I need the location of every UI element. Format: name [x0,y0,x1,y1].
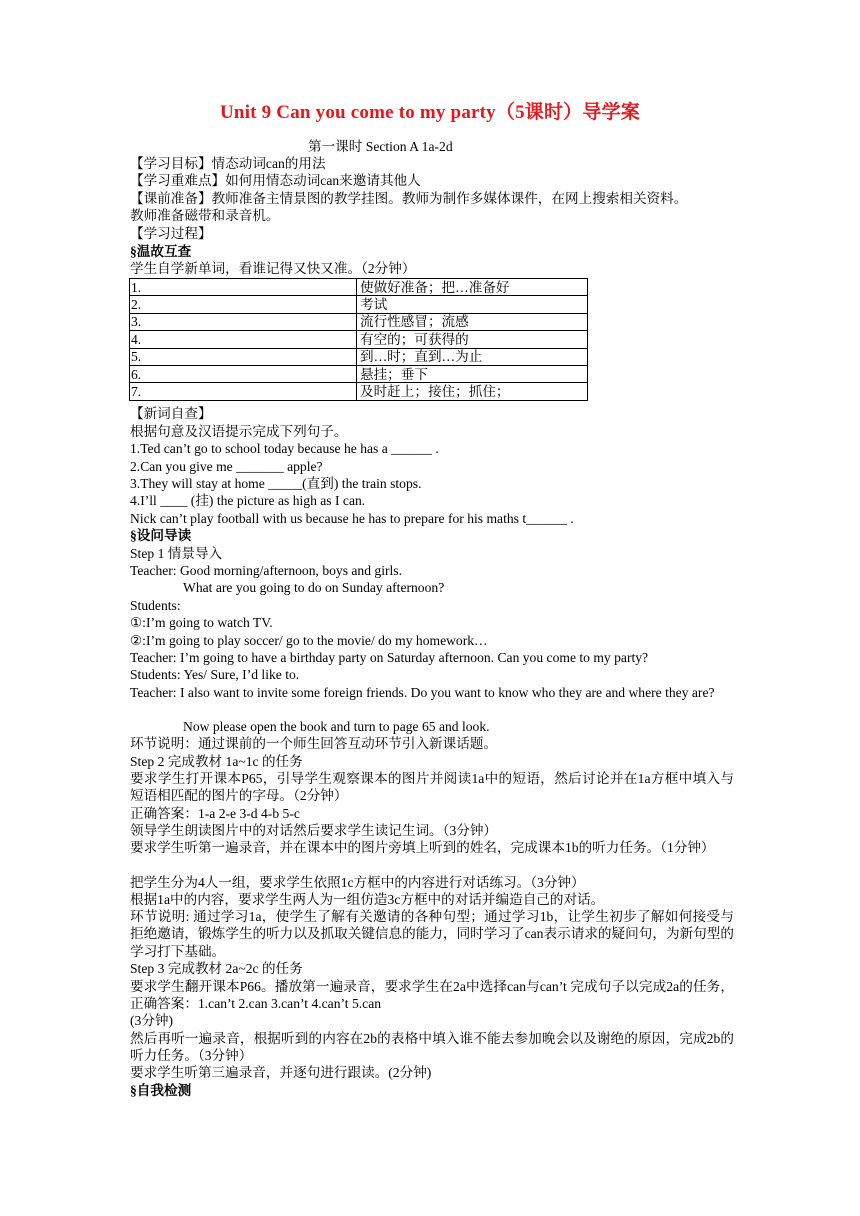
step-3-paragraph: 然后再听一遍录音，根据听到的内容在2b的表格中填入谁不能去参加晚会以及谢绝的原因，完成2b的听力任务。（3分钟） [130,1031,734,1064]
table-row [130,365,588,382]
vocab-meaning: 及时赶上；接住；抓住； [357,383,588,400]
table-row [130,279,588,296]
section-note: 环节说明：通过课前的一个师生回答互动环节引入新课话题。 [130,736,498,751]
dialogue-line: Students: Yes/ Sure, I’d like to. [130,667,300,682]
step-2-paragraph: 根据1a中的内容，要求学生两人为一组仿造3c方框中的对话并编造自己的对话。 [130,892,605,907]
dialogue-line: Now please open the book and turn to page 65 and look. [183,719,490,734]
exercise-sentence: 4.I’ll ____ (挂) the picture as high as I can. [130,493,366,508]
step-2-paragraph: 要求学生打开课本P65，引导学生观察课本的图片并阅读1a中的短语，然后讨论并在1a方框中填入与短语相匹配的图片的字母。（2分钟） [130,771,734,804]
vocab-meaning: 流行性感冒；流感 [357,313,588,330]
vocab-number: 7. [130,383,357,400]
table-row [130,296,588,313]
lesson-subtitle: 第一课时 Section A 1a-2d [308,139,453,154]
vocab-meaning: 悬挂；垂下 [357,365,588,382]
step-1-title: Step 1 情景导入 [130,546,223,561]
step-3-paragraph: 要求学生听第三遍录音，并逐句进行跟读。(2分钟) [130,1065,432,1080]
vocab-meaning: 有空的；可获得的 [357,331,588,348]
new-words-instruction: 根据句意及汉语提示完成下列句子。 [130,424,348,439]
table-row [130,313,588,330]
review-heading: §温故互查 [130,244,192,259]
vocab-number: 4. [130,331,357,348]
vocab-table [129,278,588,401]
vocab-meaning: 使做好准备；把…准备好 [357,279,588,296]
exercise-sentence: 3.They will stay at home _____(直到) the train stops. [130,476,422,491]
exercise-sentence: Nick can’t play football with us because he has to prepare for his maths t______ . [130,511,574,526]
dialogue-line: Students: [130,598,181,613]
exercise-sentence: 2.Can you give me _______ apple? [130,459,323,474]
guide-heading: §设问导读 [130,528,192,543]
dialogue-line: ①:I’m going to watch TV. [130,615,273,630]
dialogue-line: Teacher: Good morning/afternoon, boys and girls. [130,563,402,578]
answer-line: 正确答案：1-a 2-e 3-d 4-b 5-c [130,806,300,821]
step-3-title: Step 3 完成教材 2a~2c 的任务 [130,961,303,976]
exercise-sentence: 1.Ted can’t go to school today because he has a ______ . [130,441,439,456]
dialogue-line: What are you going to do on Sunday afternoon? [183,580,445,595]
learning-process: 【学习过程】 [130,226,212,241]
preparation-line-2: 教师准备磁带和录音机。 [130,208,280,223]
vocab-number: 1. [130,279,357,296]
self-check-heading: §自我检测 [130,1083,192,1098]
step-2-title: Step 2 完成教材 1a~1c 的任务 [130,754,303,769]
vocab-number: 6. [130,365,357,382]
document-title: Unit 9 Can you come to my party（5课时）导学案 [220,102,640,123]
vocab-number: 3. [130,313,357,330]
dialogue-line: ②:I’m going to play soccer/ go to the movie/ do my homework… [130,633,488,648]
table-row [130,348,588,365]
dialogue-line: Teacher: I’m going to have a birthday party on Saturday afternoon. Can you come to my party? [130,650,649,665]
new-words-heading: 【新词自查】 [130,406,212,421]
vocab-meaning: 到…时；直到…为止 [357,348,588,365]
vocab-number: 5. [130,348,357,365]
table-row [130,383,588,400]
vocab-meaning: 考试 [357,296,588,313]
vocab-number: 2. [130,296,357,313]
learning-goal: 【学习目标】情态动词can的用法 [130,156,326,171]
step-2-paragraph: 领导学生朗读图片中的对话然后要求学生读记生词。（3分钟） [130,823,498,838]
step-3-paragraph: (3分钟) [130,1013,174,1028]
section-note: 环节说明: 通过学习1a，使学生了解有关邀请的各种句型；通过学习1b，让学生初步了解如何接受与拒绝邀请，锻炼学生的听力以及抓取关键信息的能力，同时学习了can表示请求的疑问句，为新句型的学习打下基础。 [130,909,734,959]
table-row [130,331,588,348]
step-2-paragraph: 把学生分为4人一组，要求学生依照1c方框中的内容进行对话练习。（3分钟） [130,875,585,890]
step-3-paragraph: 要求学生翻开课本P66。播放第一遍录音，要求学生在2a中选择can与can’t 完成句子以完成2a的任务，正确答案：1.can’t 2.can 3.can’t 4.can’t 5.can [130,979,734,1012]
step-2-paragraph: 要求学生听第一遍录音，并在课本中的图片旁填上听到的姓名，完成课本1b的听力任务。（1分钟） [130,840,715,855]
preparation-line-1: 【课前准备】教师准备主情景图的教学挂图。教师为制作多媒体课件，在网上搜索相关资料。 [130,191,688,206]
review-instruction: 学生自学新单词，看谁记得又快又准。（2分钟） [130,261,416,276]
key-point: 【学习重难点】如何用情态动词can来邀请其他人 [130,173,421,188]
dialogue-paragraph: Teacher: I also want to invite some foreign friends. Do you want to know who they are and where they are? [130,685,715,700]
